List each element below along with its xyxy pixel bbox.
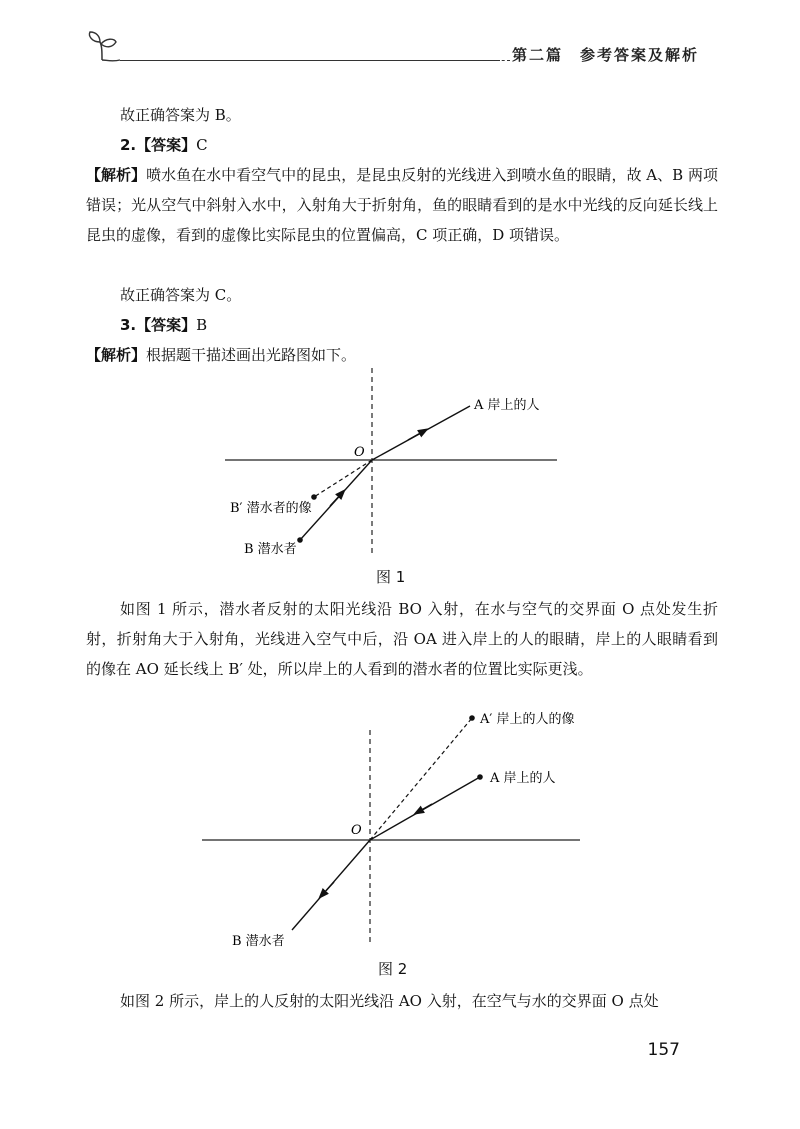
figure-2-label-o: O <box>351 823 362 838</box>
page-number: 157 <box>647 1040 680 1060</box>
figure-2-point-aprime <box>469 715 475 721</box>
figure-2-extension-line <box>370 718 472 840</box>
analysis-text: 根据题干描述画出光路图如下。 <box>146 346 357 364</box>
analysis-label: 【解析】 <box>86 166 147 184</box>
figure-1-caption: 图 1 <box>376 568 406 586</box>
answer-value: B <box>196 316 208 334</box>
figure-1-label-a: A 岸上的人 <box>474 398 540 413</box>
figure-1-label-o: O <box>354 445 365 460</box>
figure-2-caption: 图 2 <box>378 960 408 978</box>
analysis-label: 【解析】 <box>86 346 147 364</box>
figure-1-label-b: B 潜水者 <box>244 542 297 557</box>
paragraph-figure-1-explanation: 如图 1 所示，潜水者反射的太阳光线沿 BO 入射，在水与空气的交界面 O 点处发生折射，折射角大于入射角，光线进入空气中后，沿 OA 进入岸上的人的眼睛，岸上的人眼睛看到的像在 AO 延长线上 B′ 处，所以岸上的人看到的潜水者的位置比实际更浅。 <box>86 600 718 678</box>
answer-label: 3.【答案】 <box>120 316 197 334</box>
figure-1-label-bprime: B′ 潜水者的像 <box>230 501 312 516</box>
figure-2-label-aprime: A′ 岸上的人的像 <box>480 712 575 727</box>
figure-2-point-a <box>477 774 483 780</box>
figure-2-label-b: B 潜水者 <box>232 934 285 949</box>
analysis-text: 喷水鱼在水中看空气中的昆虫，是昆虫反射的光线进入到喷水鱼的眼睛，故 A、B 两项错误；光从空气中斜射入水中，入射角大于折射角，鱼的眼睛看到的是水中光线的反向延长线上昆虫的虚像，看到的虚像比实际昆虫的位置偏高，C 项正确，D 项错误。 <box>86 166 718 244</box>
paragraph-answer-1: 故正确答案为 B。 <box>120 106 241 124</box>
answer-label: 2.【答案】 <box>120 136 197 154</box>
answer-value: C <box>196 136 208 154</box>
paragraph-answer-2: 故正确答案为 C。 <box>120 286 242 304</box>
paragraph-figure-2-explanation: 如图 2 所示，岸上的人反射的太阳光线沿 AO 入射，在空气与水的交界面 O 点处 <box>120 992 659 1010</box>
header-title: 第二篇 参考答案及解析 <box>512 46 700 64</box>
figure-2-label-a: A 岸上的人 <box>490 771 556 786</box>
